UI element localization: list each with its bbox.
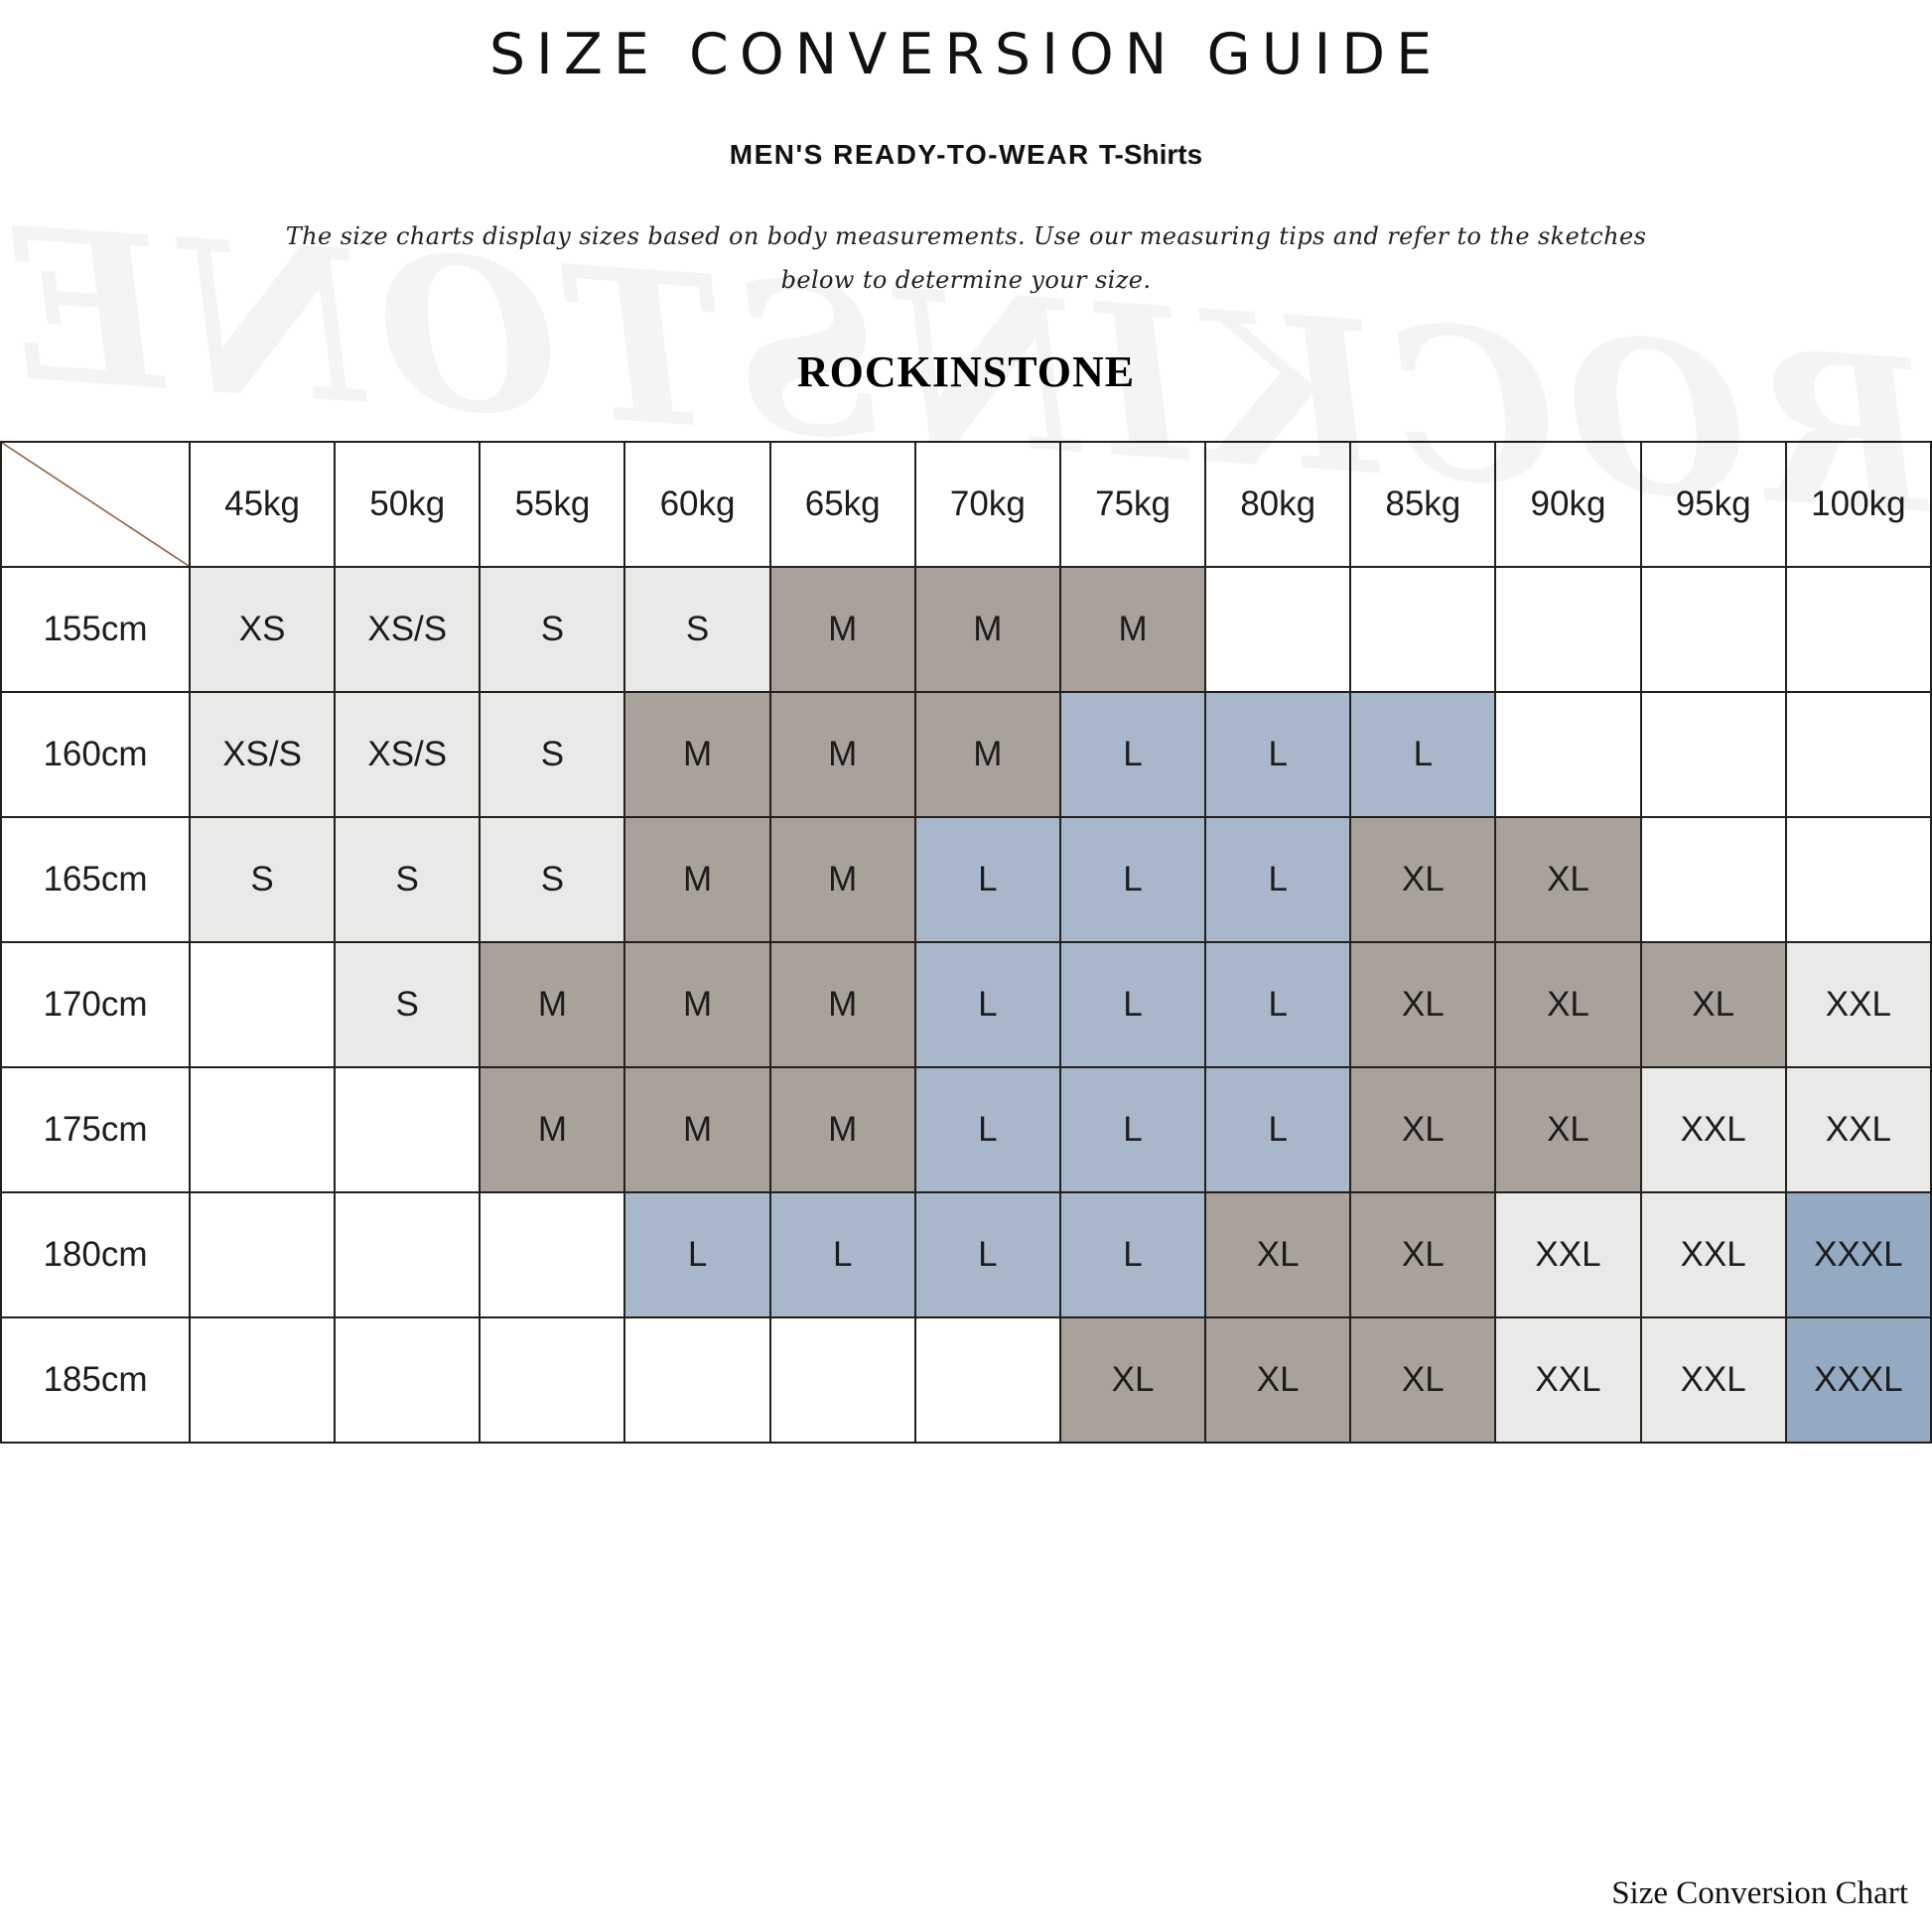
row-header-height: 165cm	[1, 817, 190, 942]
size-cell	[335, 1067, 480, 1192]
size-cell: S	[335, 817, 480, 942]
size-cell: XXL	[1641, 1067, 1786, 1192]
column-header-weight: 70kg	[915, 442, 1060, 567]
table-row	[1, 817, 1931, 942]
row-header-height: 170cm	[1, 942, 190, 1067]
size-cell: XL	[1350, 1317, 1495, 1443]
size-cell	[1786, 567, 1931, 692]
size-cell: S	[480, 817, 624, 942]
column-header-weight: 75kg	[1060, 442, 1205, 567]
column-header-weight: 85kg	[1350, 442, 1495, 567]
size-cell	[1786, 692, 1931, 817]
size-cell	[1786, 817, 1931, 942]
size-cell: M	[624, 817, 769, 942]
row-header-height: 185cm	[1, 1317, 190, 1443]
size-cell: XS/S	[335, 692, 480, 817]
size-cell: M	[480, 1067, 624, 1192]
size-cell: L	[1205, 692, 1350, 817]
size-cell: XS	[190, 567, 335, 692]
table-row	[1, 1317, 1931, 1443]
size-cell: L	[1350, 692, 1495, 817]
size-cell	[190, 942, 335, 1067]
size-cell	[624, 1317, 769, 1443]
size-cell: XL	[1641, 942, 1786, 1067]
size-cell	[915, 1317, 1060, 1443]
size-cell: XL	[1495, 817, 1640, 942]
size-cell: M	[770, 692, 915, 817]
footer-caption: Size Conversion Chart	[1611, 1875, 1908, 1911]
size-cell: XL	[1350, 942, 1495, 1067]
size-cell: XXXL	[1786, 1192, 1931, 1317]
description	[0, 214, 1932, 303]
table-row	[1, 1067, 1931, 1192]
row-header-height: 155cm	[1, 567, 190, 692]
size-cell: L	[1060, 942, 1205, 1067]
size-cell: XXL	[1786, 942, 1931, 1067]
row-header-height: 180cm	[1, 1192, 190, 1317]
size-cell: XXL	[1495, 1317, 1640, 1443]
size-cell	[190, 1192, 335, 1317]
size-cell	[335, 1192, 480, 1317]
size-cell: M	[770, 567, 915, 692]
size-cell: L	[1060, 817, 1205, 942]
row-header-height: 160cm	[1, 692, 190, 817]
size-cell	[1641, 692, 1786, 817]
size-cell	[335, 1317, 480, 1443]
column-header-weight: 90kg	[1495, 442, 1640, 567]
size-cell	[1495, 567, 1640, 692]
size-cell: XL	[1495, 942, 1640, 1067]
size-cell	[1641, 817, 1786, 942]
size-cell	[770, 1317, 915, 1443]
size-cell: XS/S	[190, 692, 335, 817]
size-cell: S	[480, 567, 624, 692]
size-cell	[190, 1067, 335, 1192]
size-table-body	[1, 442, 1931, 1443]
subtitle-main: MEN'S READY-TO-WEAR	[729, 139, 1090, 170]
size-cell	[1641, 567, 1786, 692]
size-cell: XXL	[1495, 1192, 1640, 1317]
size-cell: L	[770, 1192, 915, 1317]
size-cell: M	[770, 817, 915, 942]
size-cell: XXL	[1786, 1067, 1931, 1192]
column-header-weight: 60kg	[624, 442, 769, 567]
page-title: SIZE CONVERSION GUIDE	[488, 22, 1444, 87]
size-cell: L	[1060, 1192, 1205, 1317]
size-cell	[1205, 567, 1350, 692]
size-cell: XL	[1350, 1067, 1495, 1192]
table-row	[1, 1192, 1931, 1317]
size-cell: L	[1205, 942, 1350, 1067]
column-header-weight: 45kg	[190, 442, 335, 567]
column-header-weight: 55kg	[480, 442, 624, 567]
size-cell: XXL	[1641, 1192, 1786, 1317]
table-row	[1, 942, 1931, 1067]
size-cell: L	[1205, 1067, 1350, 1192]
brand-name: ROCKINSTONE	[796, 346, 1136, 396]
size-cell: S	[624, 567, 769, 692]
size-cell: XL	[1495, 1067, 1640, 1192]
size-cell: M	[770, 942, 915, 1067]
column-header-weight: 100kg	[1786, 442, 1931, 567]
size-cell: L	[915, 1192, 1060, 1317]
size-cell	[190, 1317, 335, 1443]
description-line-1: The size charts display sizes based on body measurements. Use our measuring tips and refer to the sketches	[285, 222, 1647, 250]
size-cell: XL	[1205, 1317, 1350, 1443]
size-cell: XL	[1060, 1317, 1205, 1443]
size-cell: XXL	[1641, 1317, 1786, 1443]
size-cell: M	[480, 942, 624, 1067]
table-row	[1, 567, 1931, 692]
size-cell: M	[915, 567, 1060, 692]
size-cell: M	[915, 692, 1060, 817]
size-conversion-table	[0, 441, 1932, 1444]
table-row	[1, 692, 1931, 817]
size-cell: S	[190, 817, 335, 942]
size-cell: L	[915, 942, 1060, 1067]
size-cell: L	[1060, 1067, 1205, 1192]
subtitle-category: T-Shirts	[1098, 139, 1203, 170]
size-cell: L	[1205, 817, 1350, 942]
corner-cell	[1, 442, 190, 567]
column-header-weight: 65kg	[770, 442, 915, 567]
size-cell: M	[1060, 567, 1205, 692]
size-cell: XL	[1350, 817, 1495, 942]
size-cell	[480, 1192, 624, 1317]
size-cell: L	[915, 817, 1060, 942]
diagonal-divider-icon	[2, 443, 189, 566]
size-cell: S	[335, 942, 480, 1067]
size-cell: XXXL	[1786, 1317, 1931, 1443]
size-cell: L	[624, 1192, 769, 1317]
size-cell: XS/S	[335, 567, 480, 692]
size-cell	[1495, 692, 1640, 817]
table-header-row	[1, 442, 1931, 567]
column-header-weight: 95kg	[1641, 442, 1786, 567]
size-cell: M	[624, 942, 769, 1067]
size-cell: M	[624, 1067, 769, 1192]
description-line-2: below to determine your size.	[780, 266, 1152, 295]
size-cell: M	[624, 692, 769, 817]
subtitle	[0, 139, 1932, 171]
size-cell: XL	[1350, 1192, 1495, 1317]
row-header-height: 175cm	[1, 1067, 190, 1192]
size-cell: S	[480, 692, 624, 817]
size-cell: L	[915, 1067, 1060, 1192]
size-cell	[480, 1317, 624, 1443]
size-cell: L	[1060, 692, 1205, 817]
column-header-weight: 50kg	[335, 442, 480, 567]
column-header-weight: 80kg	[1205, 442, 1350, 567]
size-cell	[1350, 567, 1495, 692]
size-cell: M	[770, 1067, 915, 1192]
size-cell: XL	[1205, 1192, 1350, 1317]
